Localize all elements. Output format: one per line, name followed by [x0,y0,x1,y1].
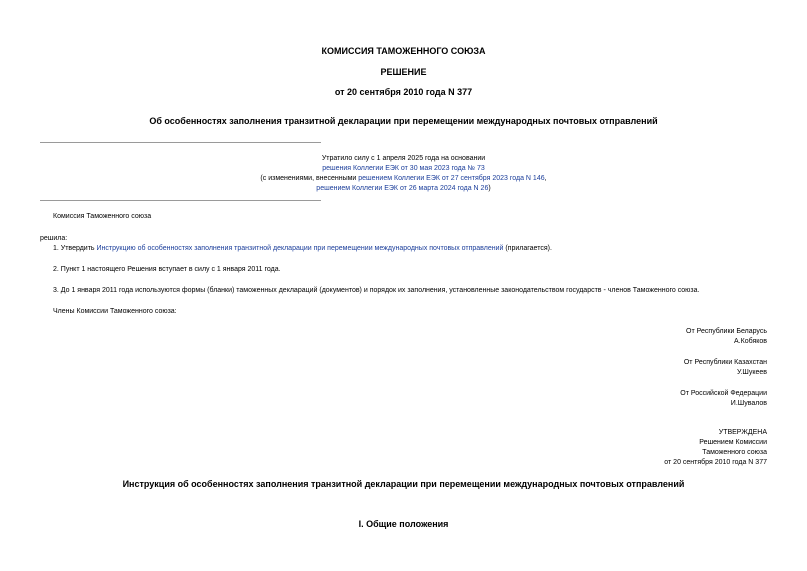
approved-line-4: от 20 сентября 2010 года N 377 [664,459,767,466]
resolved-text: решила: [40,235,68,242]
members-heading: Члены Комиссии Таможенного союза: [53,308,177,315]
status-line-3 [0,174,807,184]
signature-country-1: От Республики Беларусь [686,328,767,335]
signature-country-3: От Российской Федерации [680,390,767,397]
approved-line-1: УТВЕРЖДЕНА [718,429,767,436]
instruction-link[interactable]: Инструкцию об особенностях заполнения транзитной декларации при перемещении международных почтовых отправлений [96,245,504,252]
item-2: 2. Пункт 1 настоящего Решения вступает в силу с 1 января 2011 года. [53,266,281,273]
signature-name-3: И.Шувалов [730,400,767,407]
divider-top [40,142,321,143]
approved-line-2: Решением Комиссии [699,439,767,446]
status-line-4 [0,184,807,194]
status-link-decision-146[interactable]: решением Коллегии ЕЭК от 27 сентября 2023 года N 146 [358,175,545,182]
instruction-title: Инструкция об особенностях заполнения транзитной декларации при перемещении международных почтовых отправлений [122,479,685,489]
intro-text: Комиссия Таможенного союза [53,213,152,220]
organization-title: КОМИССИЯ ТАМОЖЕННОГО СОЮЗА [321,46,486,56]
approved-line-3: Таможенного союза [702,449,767,456]
status-line-4-suffix: ) [488,185,491,192]
signature-country-2: От Республики Казахстан [683,359,767,366]
status-link-decision-26[interactable]: решением Коллегии ЕЭК от 26 марта 2024 года N 26 [316,185,489,192]
signature-name-2: У.Шукеев [736,369,767,376]
section-heading: I. Общие положения [358,519,449,529]
document-type: РЕШЕНИЕ [380,67,427,77]
status-line-3-suffix: , [544,175,547,182]
divider-bottom [40,200,321,201]
status-line-1: Утратило силу с 1 апреля 2025 года на основании [321,155,486,162]
status-line-3-prefix: (с изменениями, внесенными [260,175,359,182]
item-1-prefix: 1. Утвердить [53,245,97,252]
status-link-decision-73[interactable]: решения Коллегии ЕЭК от 30 мая 2023 года № 73 [322,165,485,172]
signature-name-1: А.Кобяков [734,338,767,345]
document-title: Об особенностях заполнения транзитной декларации при перемещении международных почтовых отправлений [149,116,658,126]
item-3: 3. До 1 января 2011 года используются формы (бланки) таможенных деклараций (документов) и порядок их заполнения, установленные законодательством государств - членов Таможенного союза. [53,287,700,294]
item-1-suffix: (прилагается). [503,245,552,252]
status-line-2 [0,164,807,174]
item-1 [53,244,552,254]
document-date: от 20 сентября 2010 года N 377 [334,87,473,97]
